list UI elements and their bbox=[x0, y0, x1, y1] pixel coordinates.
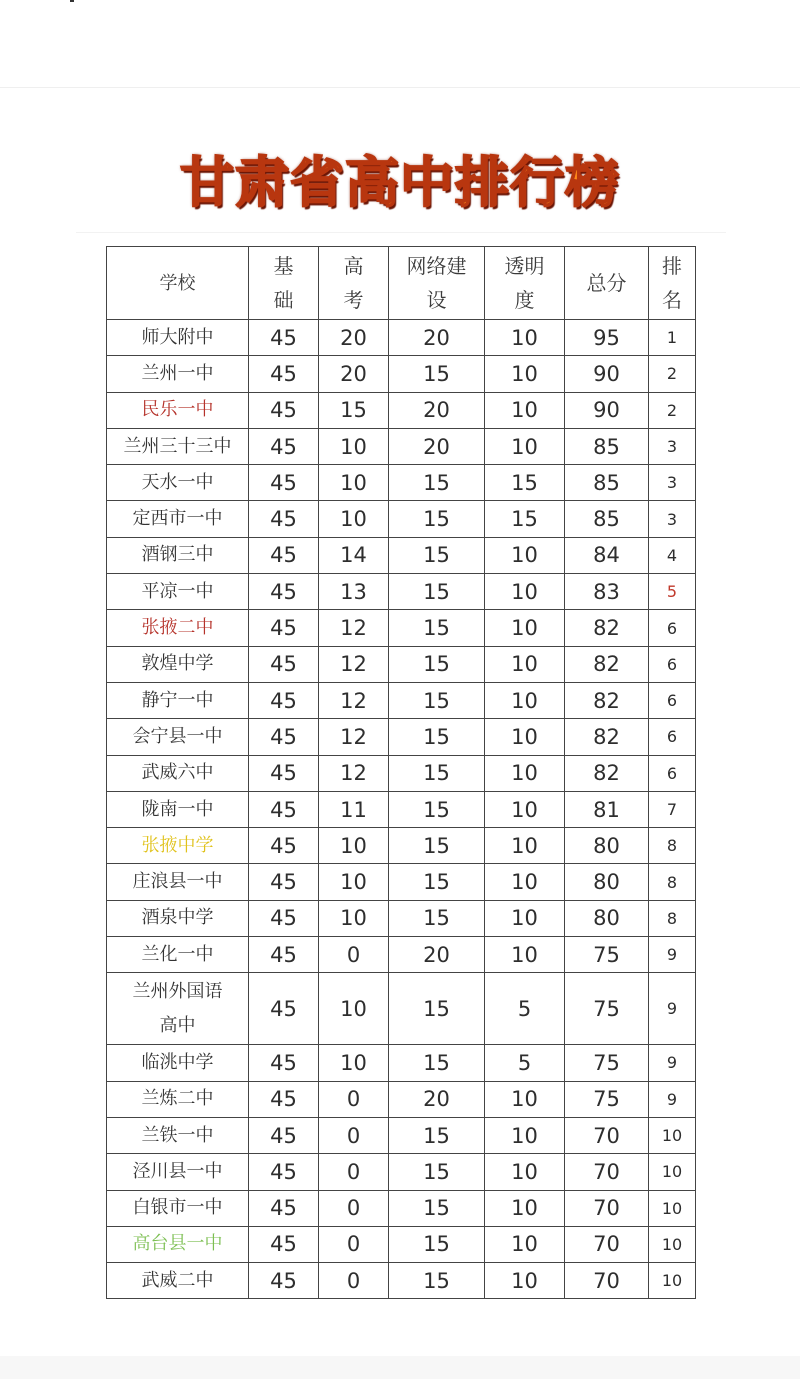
school-name: 兰州外国语高中 bbox=[132, 980, 223, 1036]
gaokao-cell: 15 bbox=[319, 392, 389, 428]
school-name: 兰炼二中 bbox=[141, 1088, 214, 1110]
school-cell bbox=[107, 1226, 249, 1262]
base-cell: 45 bbox=[249, 828, 319, 864]
network-cell: 20 bbox=[389, 392, 485, 428]
transparency-cell: 10 bbox=[485, 646, 565, 682]
base-cell: 45 bbox=[249, 937, 319, 973]
network-cell: 15 bbox=[389, 1117, 485, 1153]
table-row bbox=[107, 755, 696, 791]
network-cell: 20 bbox=[389, 937, 485, 973]
school-name: 庄浪县一中 bbox=[132, 871, 223, 893]
base-cell: 45 bbox=[249, 1045, 319, 1081]
school-cell bbox=[107, 1154, 249, 1190]
base-cell: 45 bbox=[249, 973, 319, 1045]
transparency-cell: 10 bbox=[485, 1226, 565, 1262]
base-cell: 45 bbox=[249, 537, 319, 573]
gaokao-cell: 10 bbox=[319, 864, 389, 900]
rank-cell: 2 bbox=[649, 356, 696, 392]
network-cell: 15 bbox=[389, 1154, 485, 1190]
gaokao-cell: 0 bbox=[319, 1154, 389, 1190]
transparency-cell: 10 bbox=[485, 864, 565, 900]
school-cell bbox=[107, 1045, 249, 1081]
school-cell bbox=[107, 900, 249, 936]
school-cell bbox=[107, 1117, 249, 1153]
total-cell: 82 bbox=[565, 755, 649, 791]
table-row bbox=[107, 1226, 696, 1262]
school-cell bbox=[107, 791, 249, 827]
network-cell: 20 bbox=[389, 428, 485, 464]
table-row bbox=[107, 682, 696, 718]
rank-cell: 6 bbox=[649, 682, 696, 718]
rank-cell: 6 bbox=[649, 610, 696, 646]
network-cell: 15 bbox=[389, 1263, 485, 1299]
school-cell bbox=[107, 682, 249, 718]
header-base bbox=[249, 247, 319, 320]
rank-cell: 10 bbox=[649, 1226, 696, 1262]
school-cell bbox=[107, 937, 249, 973]
school-name: 静宁一中 bbox=[141, 689, 214, 711]
transparency-cell: 10 bbox=[485, 1190, 565, 1226]
gaokao-cell: 13 bbox=[319, 574, 389, 610]
transparency-cell: 10 bbox=[485, 900, 565, 936]
base-cell: 45 bbox=[249, 320, 319, 356]
school-name: 兰化一中 bbox=[141, 943, 214, 965]
transparency-cell: 10 bbox=[485, 320, 565, 356]
base-cell: 45 bbox=[249, 428, 319, 464]
network-cell: 15 bbox=[389, 646, 485, 682]
rank-cell: 3 bbox=[649, 428, 696, 464]
table-row bbox=[107, 356, 696, 392]
school-name: 兰铁一中 bbox=[141, 1124, 214, 1146]
gaokao-cell: 10 bbox=[319, 428, 389, 464]
rank-cell: 10 bbox=[649, 1154, 696, 1190]
ranking-table bbox=[106, 246, 696, 1299]
header-transparency bbox=[485, 247, 565, 320]
base-cell: 45 bbox=[249, 682, 319, 718]
network-cell: 15 bbox=[389, 574, 485, 610]
network-cell: 15 bbox=[389, 465, 485, 501]
total-cell: 83 bbox=[565, 574, 649, 610]
base-cell: 45 bbox=[249, 356, 319, 392]
network-cell: 15 bbox=[389, 537, 485, 573]
gaokao-cell: 14 bbox=[319, 537, 389, 573]
network-cell: 15 bbox=[389, 356, 485, 392]
gaokao-cell: 12 bbox=[319, 610, 389, 646]
school-name: 天水一中 bbox=[141, 471, 214, 493]
total-cell: 84 bbox=[565, 537, 649, 573]
total-cell: 80 bbox=[565, 864, 649, 900]
school-cell bbox=[107, 828, 249, 864]
school-cell bbox=[107, 719, 249, 755]
table-row bbox=[107, 900, 696, 936]
transparency-cell: 10 bbox=[485, 719, 565, 755]
rank-cell: 9 bbox=[649, 973, 696, 1045]
school-name: 临洮中学 bbox=[141, 1051, 214, 1073]
network-cell: 15 bbox=[389, 755, 485, 791]
total-cell: 90 bbox=[565, 356, 649, 392]
rank-cell: 9 bbox=[649, 1081, 696, 1117]
table-row bbox=[107, 392, 696, 428]
header-network bbox=[389, 247, 485, 320]
rank-cell: 3 bbox=[649, 501, 696, 537]
transparency-cell: 10 bbox=[485, 356, 565, 392]
total-cell: 70 bbox=[565, 1226, 649, 1262]
transparency-cell: 10 bbox=[485, 610, 565, 646]
network-cell: 15 bbox=[389, 501, 485, 537]
school-name: 会宁县一中 bbox=[132, 725, 223, 747]
school-cell bbox=[107, 973, 249, 1045]
network-cell: 15 bbox=[389, 900, 485, 936]
rank-cell: 10 bbox=[649, 1117, 696, 1153]
table-row bbox=[107, 1045, 696, 1081]
total-cell: 85 bbox=[565, 428, 649, 464]
gaokao-cell: 12 bbox=[319, 719, 389, 755]
header-total: 总分 bbox=[565, 247, 649, 320]
school-cell bbox=[107, 646, 249, 682]
header-gaokao-text: 高考 bbox=[343, 254, 364, 312]
transparency-cell: 10 bbox=[485, 937, 565, 973]
transparency-cell: 5 bbox=[485, 973, 565, 1045]
school-cell bbox=[107, 356, 249, 392]
transparency-cell: 15 bbox=[485, 465, 565, 501]
total-cell: 75 bbox=[565, 937, 649, 973]
rank-cell: 10 bbox=[649, 1190, 696, 1226]
school-cell bbox=[107, 428, 249, 464]
transparency-cell: 10 bbox=[485, 574, 565, 610]
network-cell: 20 bbox=[389, 320, 485, 356]
gaokao-cell: 20 bbox=[319, 356, 389, 392]
table-row bbox=[107, 1190, 696, 1226]
network-cell: 15 bbox=[389, 864, 485, 900]
school-name: 酒泉中学 bbox=[141, 907, 214, 929]
table-row bbox=[107, 719, 696, 755]
total-cell: 85 bbox=[565, 465, 649, 501]
base-cell: 45 bbox=[249, 392, 319, 428]
school-name: 高台县一中 bbox=[132, 1233, 223, 1255]
base-cell: 45 bbox=[249, 900, 319, 936]
total-cell: 82 bbox=[565, 682, 649, 718]
total-cell: 70 bbox=[565, 1190, 649, 1226]
base-cell: 45 bbox=[249, 610, 319, 646]
total-cell: 82 bbox=[565, 646, 649, 682]
school-name: 师大附中 bbox=[141, 326, 214, 348]
top-edge-mark bbox=[70, 0, 74, 2]
header-rank bbox=[649, 247, 696, 320]
school-name: 武威六中 bbox=[141, 762, 214, 784]
header-transparency-text: 透明度 bbox=[504, 254, 545, 312]
gaokao-cell: 12 bbox=[319, 646, 389, 682]
total-cell: 85 bbox=[565, 501, 649, 537]
gaokao-cell: 10 bbox=[319, 973, 389, 1045]
table-row bbox=[107, 610, 696, 646]
rank-cell: 7 bbox=[649, 791, 696, 827]
school-name: 张掖二中 bbox=[141, 617, 214, 639]
gaokao-cell: 10 bbox=[319, 900, 389, 936]
total-cell: 70 bbox=[565, 1154, 649, 1190]
header-divider bbox=[0, 87, 800, 88]
base-cell: 45 bbox=[249, 864, 319, 900]
base-cell: 45 bbox=[249, 465, 319, 501]
school-cell bbox=[107, 392, 249, 428]
page-title: 甘肃省高中排行榜 bbox=[180, 151, 620, 214]
school-name: 泾川县一中 bbox=[132, 1160, 223, 1182]
school-name: 敦煌中学 bbox=[141, 653, 214, 675]
transparency-cell: 10 bbox=[485, 755, 565, 791]
base-cell: 45 bbox=[249, 1226, 319, 1262]
rank-cell: 2 bbox=[649, 392, 696, 428]
rank-cell: 6 bbox=[649, 719, 696, 755]
total-cell: 75 bbox=[565, 1045, 649, 1081]
gaokao-cell: 12 bbox=[319, 755, 389, 791]
rank-cell: 6 bbox=[649, 755, 696, 791]
header-gaokao bbox=[319, 247, 389, 320]
total-cell: 80 bbox=[565, 828, 649, 864]
table-row bbox=[107, 320, 696, 356]
transparency-cell: 10 bbox=[485, 1154, 565, 1190]
school-cell bbox=[107, 574, 249, 610]
rank-cell: 8 bbox=[649, 864, 696, 900]
school-cell bbox=[107, 864, 249, 900]
school-cell bbox=[107, 1263, 249, 1299]
school-cell bbox=[107, 1190, 249, 1226]
total-cell: 70 bbox=[565, 1117, 649, 1153]
school-cell bbox=[107, 501, 249, 537]
table-row bbox=[107, 828, 696, 864]
table-row bbox=[107, 973, 696, 1045]
school-name: 兰州一中 bbox=[141, 362, 214, 384]
rank-cell: 3 bbox=[649, 465, 696, 501]
school-name: 民乐一中 bbox=[141, 399, 214, 421]
rank-cell: 8 bbox=[649, 828, 696, 864]
school-cell bbox=[107, 537, 249, 573]
gaokao-cell: 20 bbox=[319, 320, 389, 356]
transparency-cell: 5 bbox=[485, 1045, 565, 1081]
network-cell: 20 bbox=[389, 1081, 485, 1117]
gaokao-cell: 10 bbox=[319, 465, 389, 501]
total-cell: 70 bbox=[565, 1263, 649, 1299]
base-cell: 45 bbox=[249, 1081, 319, 1117]
gaokao-cell: 11 bbox=[319, 791, 389, 827]
total-cell: 82 bbox=[565, 719, 649, 755]
rank-cell: 10 bbox=[649, 1263, 696, 1299]
table-row bbox=[107, 501, 696, 537]
school-name: 兰州三十三中 bbox=[123, 435, 232, 457]
network-cell: 15 bbox=[389, 791, 485, 827]
table-row bbox=[107, 937, 696, 973]
transparency-cell: 10 bbox=[485, 828, 565, 864]
total-cell: 75 bbox=[565, 973, 649, 1045]
school-name: 陇南一中 bbox=[141, 798, 214, 820]
total-cell: 81 bbox=[565, 791, 649, 827]
transparency-cell: 10 bbox=[485, 1081, 565, 1117]
total-cell: 80 bbox=[565, 900, 649, 936]
rank-cell: 8 bbox=[649, 900, 696, 936]
gaokao-cell: 10 bbox=[319, 828, 389, 864]
gaokao-cell: 12 bbox=[319, 682, 389, 718]
title-divider bbox=[76, 232, 726, 233]
table-row bbox=[107, 1117, 696, 1153]
rank-cell: 1 bbox=[649, 320, 696, 356]
school-cell bbox=[107, 1081, 249, 1117]
total-cell: 90 bbox=[565, 392, 649, 428]
base-cell: 45 bbox=[249, 1117, 319, 1153]
transparency-cell: 10 bbox=[485, 428, 565, 464]
table-row bbox=[107, 1154, 696, 1190]
total-cell: 75 bbox=[565, 1081, 649, 1117]
header-rank-text: 排名 bbox=[662, 254, 682, 312]
school-name: 武威二中 bbox=[141, 1269, 214, 1291]
total-cell: 82 bbox=[565, 610, 649, 646]
base-cell: 45 bbox=[249, 719, 319, 755]
rank-cell: 4 bbox=[649, 537, 696, 573]
table-header-row bbox=[107, 247, 696, 320]
table-row bbox=[107, 1263, 696, 1299]
network-cell: 15 bbox=[389, 828, 485, 864]
gaokao-cell: 0 bbox=[319, 1190, 389, 1226]
base-cell: 45 bbox=[249, 1263, 319, 1299]
bottom-bar bbox=[0, 1356, 800, 1379]
school-name: 定西市一中 bbox=[132, 508, 223, 530]
school-name: 平凉一中 bbox=[141, 580, 214, 602]
gaokao-cell: 10 bbox=[319, 1045, 389, 1081]
base-cell: 45 bbox=[249, 791, 319, 827]
gaokao-cell: 0 bbox=[319, 1226, 389, 1262]
gaokao-cell: 0 bbox=[319, 937, 389, 973]
header-network-text: 网络建设 bbox=[406, 254, 467, 312]
rank-cell: 9 bbox=[649, 937, 696, 973]
rank-cell: 5 bbox=[649, 574, 696, 610]
school-name: 白银市一中 bbox=[132, 1197, 223, 1219]
transparency-cell: 10 bbox=[485, 682, 565, 718]
table-row bbox=[107, 791, 696, 827]
transparency-cell: 15 bbox=[485, 501, 565, 537]
header-base-text: 基础 bbox=[273, 254, 294, 312]
header-school: 学校 bbox=[107, 247, 249, 320]
rank-cell: 9 bbox=[649, 1045, 696, 1081]
transparency-cell: 10 bbox=[485, 392, 565, 428]
table-row bbox=[107, 465, 696, 501]
table-row bbox=[107, 864, 696, 900]
table-row bbox=[107, 1081, 696, 1117]
network-cell: 15 bbox=[389, 1190, 485, 1226]
school-cell bbox=[107, 465, 249, 501]
base-cell: 45 bbox=[249, 755, 319, 791]
gaokao-cell: 0 bbox=[319, 1117, 389, 1153]
school-name: 酒钢三中 bbox=[141, 544, 214, 566]
network-cell: 15 bbox=[389, 682, 485, 718]
total-cell: 95 bbox=[565, 320, 649, 356]
school-cell bbox=[107, 610, 249, 646]
network-cell: 15 bbox=[389, 973, 485, 1045]
gaokao-cell: 0 bbox=[319, 1081, 389, 1117]
transparency-cell: 10 bbox=[485, 1263, 565, 1299]
base-cell: 45 bbox=[249, 1154, 319, 1190]
table-row bbox=[107, 646, 696, 682]
rank-cell: 6 bbox=[649, 646, 696, 682]
base-cell: 45 bbox=[249, 1190, 319, 1226]
network-cell: 15 bbox=[389, 719, 485, 755]
gaokao-cell: 0 bbox=[319, 1263, 389, 1299]
school-name: 张掖中学 bbox=[141, 834, 214, 856]
network-cell: 15 bbox=[389, 1045, 485, 1081]
school-cell bbox=[107, 755, 249, 791]
transparency-cell: 10 bbox=[485, 537, 565, 573]
transparency-cell: 10 bbox=[485, 791, 565, 827]
network-cell: 15 bbox=[389, 610, 485, 646]
gaokao-cell: 10 bbox=[319, 501, 389, 537]
network-cell: 15 bbox=[389, 1226, 485, 1262]
school-cell bbox=[107, 320, 249, 356]
base-cell: 45 bbox=[249, 574, 319, 610]
table-row bbox=[107, 574, 696, 610]
base-cell: 45 bbox=[249, 646, 319, 682]
base-cell: 45 bbox=[249, 501, 319, 537]
transparency-cell: 10 bbox=[485, 1117, 565, 1153]
table-row bbox=[107, 428, 696, 464]
table-row bbox=[107, 537, 696, 573]
